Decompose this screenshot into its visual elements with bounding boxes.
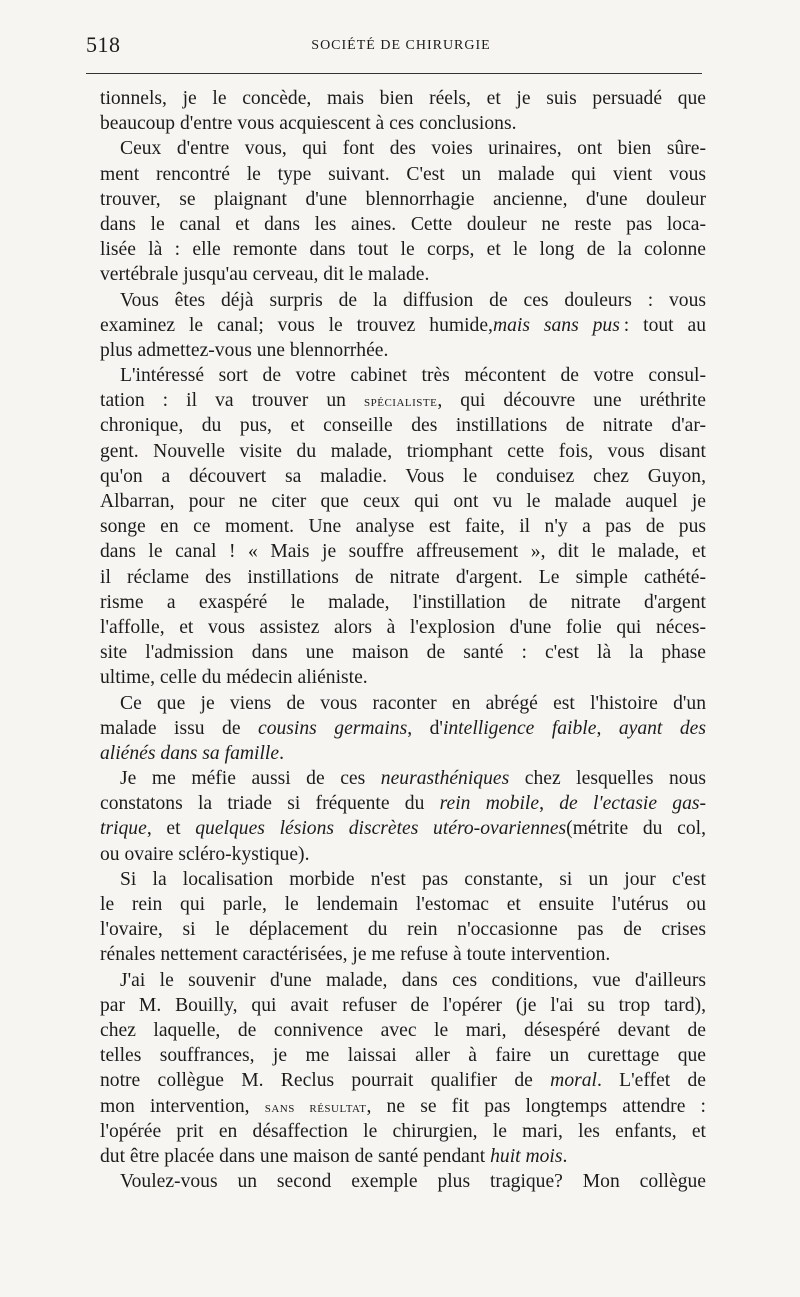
text-line: Je me méfie aussi de ces neurasthéniques chez lesquelles nous <box>120 768 707 790</box>
body-text <box>100 86 706 1194</box>
text-line: tation : il va trouver un spécialiste, qui découvre une uréthrite <box>100 390 706 412</box>
header-rule <box>86 73 702 74</box>
text-line: le rein qui parle, le lendemain l'estomac et ensuite l'utérus ou <box>100 894 706 915</box>
text-line: constatons la triade si fréquente du rein mobile, de l'ectasie gas- <box>100 793 707 815</box>
text-line: Ce que je viens de vous raconter en abrégé est l'histoire d'un <box>120 692 706 714</box>
text-line: songe en ce moment. Une analyse est faite, il n'y a pas de pus <box>100 516 706 538</box>
text-line: ultime, celle du médecin aliéniste. <box>100 667 368 689</box>
text-line: vertébrale jusqu'au cerveau, dit le malade. <box>100 264 430 286</box>
text-line: notre collègue M. Reclus pourrait qualifier de moral. L'effet de <box>100 1070 706 1092</box>
text-line: J'ai le souvenir d'une malade, dans ces conditions, vue d'ailleurs <box>120 969 706 991</box>
text-line: il réclame des instillations de nitrate d'argent. Le simple cathété- <box>100 566 706 588</box>
text-line: telles souffrances, je me laissai aller à faire un curettage que <box>100 1045 706 1067</box>
text-line: dut être placée dans une maison de santé pendant huit mois. <box>100 1145 568 1167</box>
text-line: beaucoup d'entre vous acquiescent à ces conclusions. <box>100 113 517 135</box>
text-line: mon intervention, sans résultat, ne se fit pas longtemps attendre : <box>100 1095 707 1117</box>
text-line: lisée là : elle remonte dans tout le corps, et le long de la colonne <box>100 239 706 261</box>
text-line: examinez le canal; vous le trouvez humide,mais sans pus : tout au <box>100 314 706 336</box>
text-line: ment rencontré le type suivant. C'est un malade qui vient vous <box>100 163 706 185</box>
text-line: Ceux d'entre vous, qui font des voies urinaires, ont bien sûre- <box>120 138 706 160</box>
text-line: tionnels, je le concède, mais bien réels, et je suis persuadé que <box>100 88 706 109</box>
text-line: rénales nettement caractérisées, je me refuse à toute intervention. <box>100 944 611 966</box>
page-number: 518 <box>86 32 121 57</box>
text-line: Albarran, pour ne citer que ceux qui ont vu le malade auquel je <box>100 491 706 512</box>
text-line: trique, et quelques lésions discrètes utéro-ovariennes(métrite du col, <box>100 818 706 840</box>
text-line: ou ovaire scléro-kystique). <box>100 843 310 865</box>
text-line: dans le canal ! « Mais je souffre affreusement », dit le malade, et <box>100 541 706 563</box>
text-line: l'affolle, et vous assistez alors à l'explosion d'une folie qui néces- <box>100 616 706 638</box>
text-line: qu'on a découvert sa maladie. Vous le conduisez chez Guyon, <box>100 465 706 487</box>
text-line: L'intéressé sort de votre cabinet très mécontent de votre consul- <box>120 365 706 387</box>
text-line: l'ovaire, si le déplacement du rein n'occasionne pas de crises <box>100 919 706 941</box>
text-line: l'opérée prit en désaffection le chirurgien, le mari, les enfants, et <box>100 1120 706 1142</box>
text-line: site l'admission dans une maison de santé : c'est là la phase <box>100 642 706 664</box>
text-line: plus admettez-vous une blennorrhée. <box>100 339 389 361</box>
running-title: SOCIÉTÉ DE CHIRURGIE <box>311 38 491 53</box>
page-header <box>86 32 706 62</box>
text-line: Voulez-vous un second exemple plus tragique? Mon collègue <box>120 1171 706 1193</box>
text-line: trouver, se plaignant d'une blennorrhagie ancienne, d'une douleur <box>100 188 706 210</box>
text-line: malade issu de cousins germains, d'intelligence faible, ayant des <box>100 717 706 739</box>
text-line: par M. Bouilly, qui avait refuser de l'opérer (je l'ai su trop tard), <box>100 994 706 1016</box>
text-line: risme a exaspéré le malade, l'instillation de nitrate d'argent <box>100 591 706 613</box>
text-line: Si la localisation morbide n'est pas constante, si un jour c'est <box>120 868 706 890</box>
text-line: chez laquelle, de connivence avec le mari, désespéré devant de <box>100 1019 706 1041</box>
text-line: chronique, du pus, et conseille des instillations de nitrate d'ar- <box>100 415 706 437</box>
text-line: dans le canal et dans les aines. Cette douleur ne reste pas loca- <box>100 213 706 235</box>
text-line: Vous êtes déjà surpris de la diffusion de ces douleurs : vous <box>120 289 706 311</box>
text-line: gent. Nouvelle visite du malade, triomphant cette fois, vous disant <box>100 440 706 462</box>
text-line: aliénés dans sa famille. <box>100 742 284 764</box>
